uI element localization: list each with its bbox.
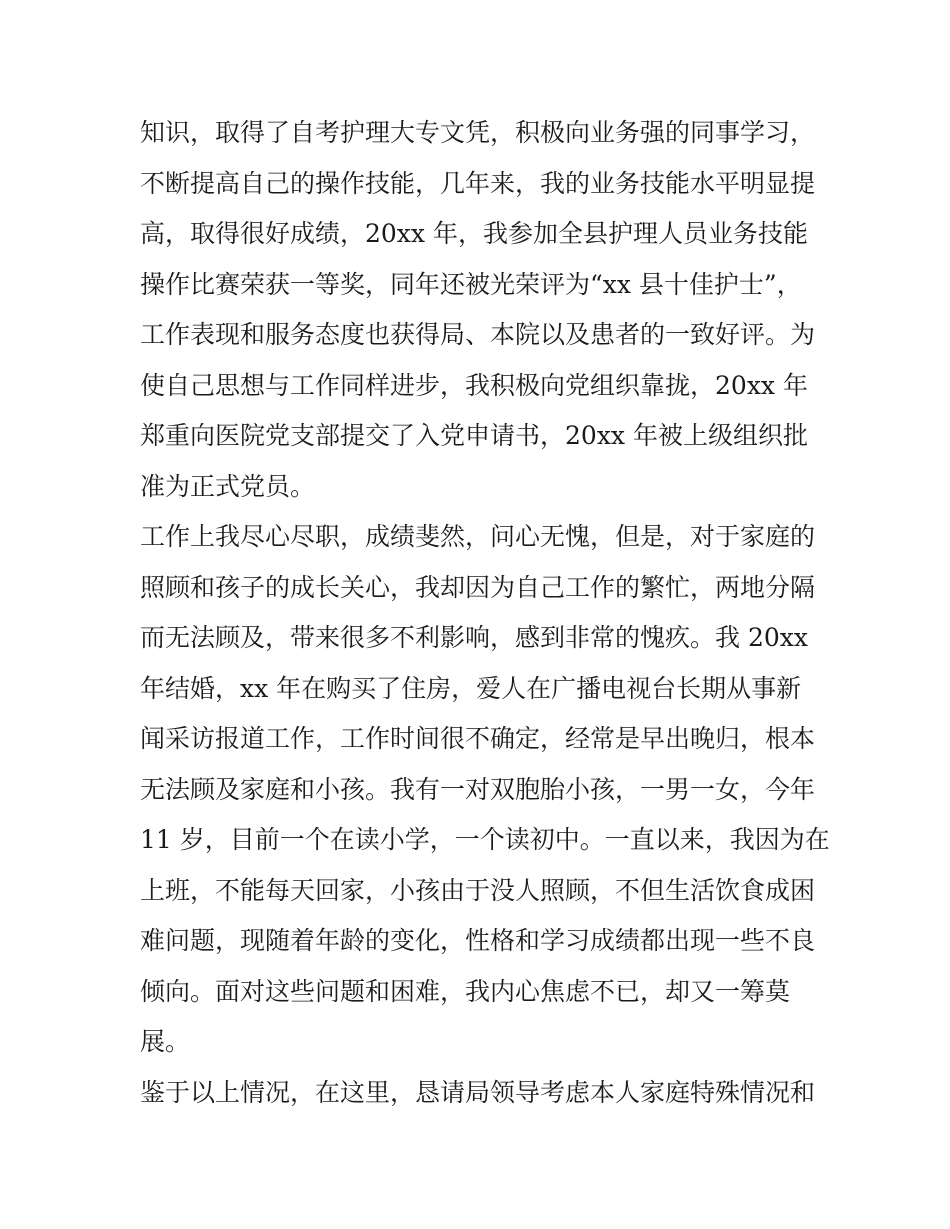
- text-line: 11 岁，目前一个在读小学，一个读初中。一直以来，我因为在: [140, 825, 830, 854]
- document-body: [140, 108, 830, 1118]
- text-line: 无法顾及家庭和小孩。我有一对双胞胎小孩，一男一女，今年: [140, 774, 816, 804]
- text-line: 年结婚，xx 年在购买了住房，爱人在广播电视台长期从事新: [140, 673, 802, 703]
- text-line: 郑重向医院党支部提交了入党申请书，20xx 年被上级组织批: [140, 421, 808, 450]
- text-line: 闻采访报道工作，工作时间很不确定，经常是早出晚归，根本: [140, 724, 816, 753]
- text-line: 工作上我尽心尽职，成绩斐然，问心无愧，但是，对于家庭的: [140, 522, 816, 551]
- text-line: 鉴于以上情况，在这里，恳请局领导考虑本人家庭特殊情况和: [140, 1077, 816, 1107]
- text-line: 准为正式党员。: [140, 471, 316, 501]
- text-line: 工作表现和服务态度也获得局、本院以及患者的一致好评。为: [140, 320, 816, 349]
- text-line: 展。: [140, 1027, 191, 1056]
- text-line: 操作比赛荣获一等奖，同年还被光荣评为“xx 县十佳护士”，: [140, 269, 802, 299]
- text-line: 倾向。面对这些问题和困难，我内心焦虑不已，却又一筹莫: [140, 976, 791, 1006]
- text-line: 知识，取得了自考护理大专文凭，积极向业务强的同事学习，: [140, 118, 816, 147]
- text-line: 使自己思想与工作同样进步，我积极向党组织靠拢，20xx 年: [140, 370, 808, 400]
- text-line: 上班，不能每天回家，小孩由于没人照顾，不但生活饮食成困: [140, 875, 816, 905]
- text-line: 不断提高自己的操作技能，几年来，我的业务技能水平明显提: [140, 168, 816, 198]
- text-line: 难问题，现随着年龄的变化，性格和学习成绩都出现一些不良: [140, 926, 816, 955]
- text-line: 照顾和孩子的成长关心，我却因为自己工作的繁忙，两地分隔: [140, 572, 816, 602]
- text-line: 而无法顾及，带来很多不利影响，感到非常的愧疚。我 20xx: [140, 623, 808, 652]
- text-line: 高，取得很好成绩，20xx 年，我参加全县护理人员业务技能: [140, 219, 808, 248]
